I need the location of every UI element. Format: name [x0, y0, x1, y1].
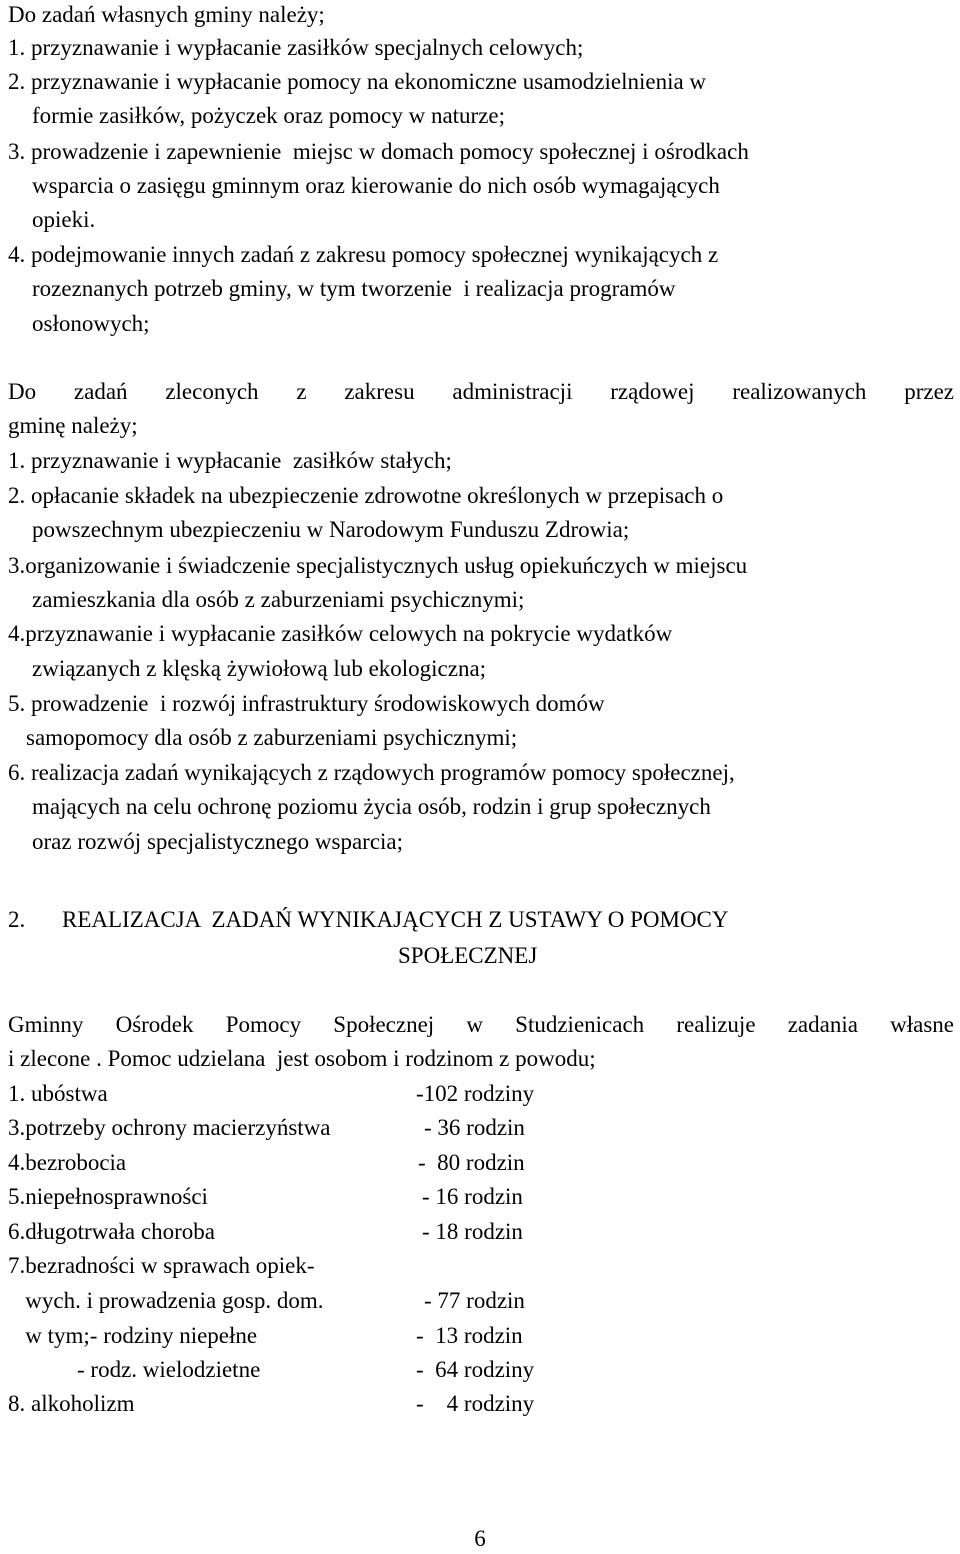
- own-task-item-3-line-1: 3. prowadzenie i zapewnienie miejsc w domach pomocy społecznej i ośrodkach: [8, 139, 749, 164]
- own-task-item-2-line-1: 2. przyznawanie i wypłacanie pomocy na ekonomiczne usamodzielnienia w: [8, 69, 707, 94]
- commissioned-task-item-2-line-2: powszechnym ubezpieczeniu w Narodowym Funduszu Zdrowia;: [32, 517, 630, 542]
- commissioned-task-item-6-line-1: 6. realizacja zadań wynikających z rządowych programów pomocy społecznej,: [8, 760, 735, 785]
- own-task-item-4-line-2: rozeznanych potrzeb gminy, w tym tworzenie i realizacja programów: [32, 276, 676, 301]
- commissioned-task-item-6-line-2: mających na celu ochronę poziomu życia osób, rodzin i grup społecznych: [32, 794, 711, 819]
- reason-value: - 16 rodzin: [422, 1184, 523, 1209]
- own-task-item-4-line-1: 4. podejmowanie innych zadań z zakresu pomocy społecznej wynikających z: [8, 242, 719, 267]
- section-2-title-line-1: REALIZACJA ZADAŃ WYNIKAJĄCYCH Z USTAWY O POMOCY: [62, 907, 729, 932]
- reason-label: 1. ubóstwa: [8, 1081, 108, 1106]
- reason-value: - 36 rodzin: [424, 1115, 525, 1140]
- page-number: 6: [474, 1526, 486, 1551]
- reason-value: - 77 rodzin: [424, 1288, 525, 1313]
- commissioned-tasks-heading-line-2: gminę należy;: [8, 413, 138, 438]
- own-tasks-heading: Do zadań własnych gminy należy;: [8, 2, 325, 27]
- section-2-title-line-2: SPOŁECZNEJ: [398, 943, 538, 968]
- own-task-item-1: 1. przyznawanie i wypłacanie zasiłków specjalnych celowych;: [8, 35, 584, 60]
- commissioned-tasks-heading-line-1: Do zadań zleconych z zakresu administracji rządowej realizowanych przez: [8, 379, 954, 404]
- reason-label: 3.potrzeby ochrony macierzyństwa: [8, 1115, 331, 1140]
- own-task-item-3-line-3: opieki.: [32, 207, 96, 232]
- reason-value: - 64 rodziny: [416, 1357, 535, 1382]
- reason-label: 7.bezradności w sprawach opiek-: [8, 1253, 315, 1278]
- reason-label: - rodz. wielodzietne: [8, 1357, 261, 1382]
- commissioned-task-item-5-line-2: samopomocy dla osób z zaburzeniami psychicznymi;: [26, 725, 518, 750]
- section-2-number: 2.: [8, 907, 26, 932]
- reason-label: 5.niepełnosprawności: [8, 1184, 208, 1209]
- commissioned-task-item-2-line-1: 2. opłacanie składek na ubezpieczenie zdrowotne określonych w przepisach o: [8, 483, 724, 508]
- reason-value: - 80 rodzin: [418, 1150, 525, 1175]
- commissioned-task-item-6-line-3: oraz rozwój specjalistycznego wsparcia;: [32, 829, 404, 854]
- commissioned-task-item-1: 1. przyznawanie i wypłacanie zasiłków stałych;: [8, 448, 452, 473]
- own-task-item-4-line-3: osłonowych;: [32, 311, 150, 336]
- reason-value: - 4 rodziny: [416, 1391, 535, 1416]
- section-2-intro-line-1: Gminny Ośrodek Pomocy Społecznej w Studzienicach realizuje zadania własne: [8, 1012, 954, 1037]
- reason-label: w tym;- rodziny niepełne: [8, 1323, 258, 1348]
- own-task-item-3-line-2: wsparcia o zasięgu gminnym oraz kierowanie do nich osób wymagających: [32, 173, 720, 198]
- commissioned-task-item-4-line-2: związanych z klęską żywiołową lub ekologiczna;: [32, 656, 487, 681]
- commissioned-task-item-3-line-1: 3.organizowanie i świadczenie specjalistycznych usług opiekuńczych w miejscu: [8, 553, 748, 578]
- reason-value: - 13 rodzin: [416, 1323, 523, 1348]
- section-2-intro-line-2: i zlecone . Pomoc udzielana jest osobom i rodzinom z powodu;: [8, 1046, 596, 1071]
- own-task-item-2-line-2: formie zasiłków, pożyczek oraz pomocy w naturze;: [32, 103, 506, 128]
- commissioned-task-item-3-line-2: zamieszkania dla osób z zaburzeniami psychicznymi;: [32, 587, 525, 612]
- commissioned-task-item-4-line-1: 4.przyznawanie i wypłacanie zasiłków celowych na pokrycie wydatków: [8, 621, 673, 646]
- reason-value: - 18 rodzin: [422, 1219, 523, 1244]
- reason-label: 4.bezrobocia: [8, 1150, 127, 1175]
- reason-label: 6.długotrwała choroba: [8, 1219, 215, 1244]
- commissioned-task-item-5-line-1: 5. prowadzenie i rozwój infrastruktury środowiskowych domów: [8, 691, 605, 716]
- reason-value: -102 rodziny: [416, 1081, 535, 1106]
- reason-label: 8. alkoholizm: [8, 1391, 135, 1416]
- reason-label: wych. i prowadzenia gosp. dom.: [8, 1288, 324, 1313]
